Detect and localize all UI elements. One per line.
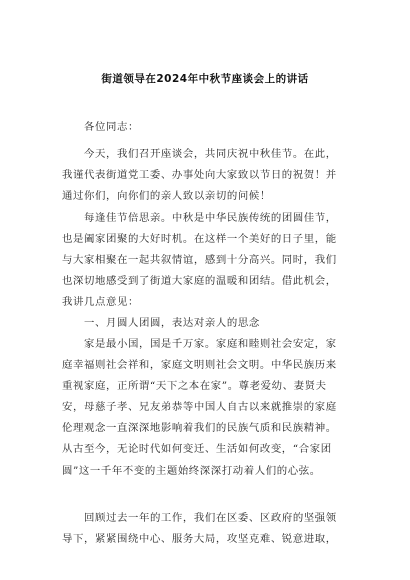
- salutation: 各位同志：: [84, 121, 139, 133]
- paragraph-line: 通过你们，向你们的亲人致以亲切的问候！: [62, 190, 271, 203]
- paragraph-line: 家是最小国，国是千万家。家庭和睦则社会安定，家: [84, 338, 337, 350]
- paragraph-line: 安，母慈子孝、兄友弟恭等中国人自古以来就推崇的家庭: [62, 401, 337, 414]
- paragraph-3: [62, 334, 337, 482]
- paragraph-line: 重视家庭，正所谓“天下之本在家”。尊老爱幼、妻贤夫: [62, 380, 327, 393]
- paragraph-line: 与大家相聚在一起共叙情谊，感到十分高兴。同时，我们: [62, 254, 337, 267]
- paragraph-line: 每逢佳节倍思亲。中秋是中华民族传统的团圆佳节，: [84, 212, 337, 224]
- paragraph-2: [62, 208, 337, 292]
- paragraph-line: 也深切地感受到了街道大家庭的温暖和团结。借此机会，: [62, 275, 337, 288]
- paragraph-line: 我谨代表街道党工委、办事处向大家致以节日的祝贺！并: [62, 169, 337, 182]
- paragraph-1: [62, 144, 337, 207]
- paragraph-line: 也是阖家团聚的大好时机。在这样一个美好的日子里，能: [62, 233, 337, 246]
- paragraph-2-end: [62, 292, 139, 313]
- document-title: 街道领导在2024年中秋节座谈会上的讲话: [101, 73, 309, 85]
- paragraph-line: 庭幸福则社会祥和，家庭文明则社会文明。中华民族历来: [62, 359, 337, 372]
- paragraph-4: [62, 508, 337, 550]
- paragraph-line: 导下，紧紧围绕中心、服务大局，攻坚克难、锐意进取，: [62, 533, 337, 546]
- paragraph-line: 伦理观念一直深深地影响着我们的民族气质和民族精神。: [62, 422, 337, 435]
- section-1-heading: [84, 313, 260, 334]
- paragraph-line: 从古至今，无论时代如何变迁、生活如何改变，“合家团: [62, 443, 332, 456]
- section-heading-text: 一、月圆人团圆，表达对亲人的思念: [84, 317, 260, 329]
- paragraph-line: 今天，我们召开座谈会，共同庆祝中秋佳节。在此，: [84, 148, 337, 160]
- paragraph-line: 回顾过去一年的工作，我们在区委、区政府的坚强领: [84, 512, 337, 524]
- paragraph-line: 我讲几点意见：: [62, 296, 139, 308]
- paragraph-line: 圆”这一千年不变的主题始终深深打动着人们的心弦。: [62, 464, 321, 477]
